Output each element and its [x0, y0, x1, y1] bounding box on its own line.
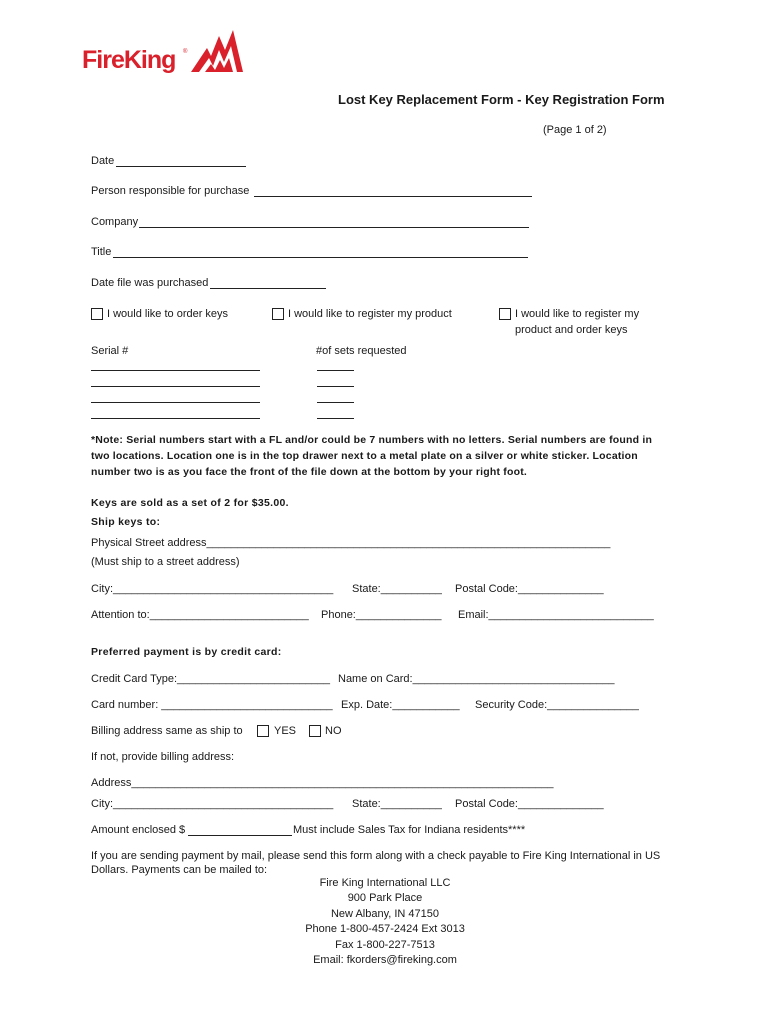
company-label: Company — [91, 216, 139, 228]
fireking-logo — [82, 40, 247, 80]
amount-label: Amount enclosed $ — [91, 824, 186, 836]
note-line-2: two locations. Location one is in the top drawer next to a metal plate on a silver or white sticker. Location — [91, 450, 638, 462]
keys-price-text: Keys are sold as a set of 2 for $35.00. — [91, 497, 289, 509]
title-label: Title — [91, 246, 112, 258]
phone-field[interactable]: Phone:______________ — [321, 609, 442, 621]
security-code-field[interactable]: Security Code:_______________ — [475, 699, 639, 711]
title-field[interactable] — [113, 257, 528, 258]
date-purchased-label: Date file was purchased — [91, 277, 209, 289]
person-label: Person responsible for purchase — [91, 185, 250, 197]
billing-prompt: If not, provide billing address: — [91, 751, 235, 763]
serial-field-3[interactable] — [91, 402, 260, 403]
card-type-field[interactable]: Credit Card Type:_________________________ — [91, 673, 330, 685]
logo-wordmark: FireKing — [82, 46, 176, 74]
date-label: Date — [91, 155, 115, 167]
company-field[interactable] — [139, 227, 529, 228]
ship-state-field[interactable]: State:__________ — [352, 583, 442, 595]
sets-field-3[interactable] — [317, 402, 354, 403]
mail-city: New Albany, IN 47150 — [330, 908, 440, 920]
serial-field-4[interactable] — [91, 418, 260, 419]
register-product-label: I would like to register my product — [288, 308, 452, 320]
sets-field-2[interactable] — [317, 386, 354, 387]
mail-instructions-line-2: Dollars. Payments can be mailed to: — [91, 864, 268, 876]
mail-instructions-line-1: If you are sending payment by mail, please send this form along with a check payable to Fire King International in US — [91, 850, 661, 862]
sets-field-1[interactable] — [317, 370, 354, 371]
card-number-field[interactable]: Card number: ____________________________ — [91, 699, 333, 711]
mail-fax: Fax 1-800-227-7513 — [335, 939, 435, 951]
mail-company: Fire King International LLC — [319, 877, 451, 889]
sets-requested-label: #of sets requested — [316, 345, 407, 357]
street-address-note: (Must ship to a street address) — [91, 556, 240, 568]
ship-city-field[interactable]: City:____________________________________ — [91, 583, 334, 595]
page-number: (Page 1 of 2) — [543, 124, 607, 136]
serial-label: Serial # — [91, 345, 129, 357]
attention-field[interactable]: Attention to:__________________________ — [91, 609, 309, 621]
note-line-1: *Note: Serial numbers start with a FL and/or could be 7 numbers with no letters. Serial numbers are found in — [91, 434, 653, 446]
name-on-card-field[interactable]: Name on Card:_________________________________ — [338, 673, 615, 685]
sales-tax-note: Must include Sales Tax for Indiana residents**** — [293, 824, 526, 836]
note-line-3: number two is as you face the front of the file down at the bottom by your right foot. — [91, 466, 528, 478]
register-and-order-label-line1: I would like to register my — [515, 308, 640, 320]
mail-street: 900 Park Place — [347, 892, 423, 904]
serial-field-1[interactable] — [91, 370, 260, 371]
register-product-checkbox[interactable] — [272, 308, 284, 320]
billing-same-label: Billing address same as ship to — [91, 725, 243, 737]
billing-address-field[interactable]: Address_____________________________________________________________________ — [91, 777, 554, 789]
serial-field-2[interactable] — [91, 386, 260, 387]
billing-postal-field[interactable]: Postal Code:______________ — [455, 798, 604, 810]
billing-city-field[interactable]: City:____________________________________ — [91, 798, 334, 810]
logo-registered-mark: ® — [183, 49, 188, 55]
payment-heading: Preferred payment is by credit card: — [91, 646, 282, 658]
no-checkbox[interactable] — [309, 725, 321, 737]
page-title: Lost Key Replacement Form - Key Registration Form — [338, 92, 665, 107]
date-field[interactable] — [116, 166, 246, 167]
billing-state-field[interactable]: State:__________ — [352, 798, 442, 810]
no-label: NO — [325, 725, 342, 737]
exp-date-field[interactable]: Exp. Date:___________ — [341, 699, 460, 711]
flame-icon — [189, 28, 245, 74]
ship-to-heading: Ship keys to: — [91, 516, 161, 528]
register-and-order-label-line2: product and order keys — [515, 324, 628, 336]
mail-email: Email: fkorders@fireking.com — [313, 954, 457, 966]
yes-label: YES — [274, 725, 297, 737]
amount-field[interactable] — [188, 835, 292, 836]
sets-field-4[interactable] — [317, 418, 354, 419]
date-purchased-field[interactable] — [210, 288, 326, 289]
ship-postal-field[interactable]: Postal Code:______________ — [455, 583, 604, 595]
mail-phone: Phone 1-800-457-2424 Ext 3013 — [305, 923, 465, 935]
order-keys-checkbox[interactable] — [91, 308, 103, 320]
order-keys-label: I would like to order keys — [107, 308, 229, 320]
street-address-field[interactable]: Physical Street address__________________________________________________________________ — [91, 537, 611, 549]
email-field[interactable]: Email:___________________________ — [458, 609, 654, 621]
person-field[interactable] — [254, 196, 532, 197]
register-and-order-checkbox[interactable] — [499, 308, 511, 320]
yes-checkbox[interactable] — [257, 725, 269, 737]
